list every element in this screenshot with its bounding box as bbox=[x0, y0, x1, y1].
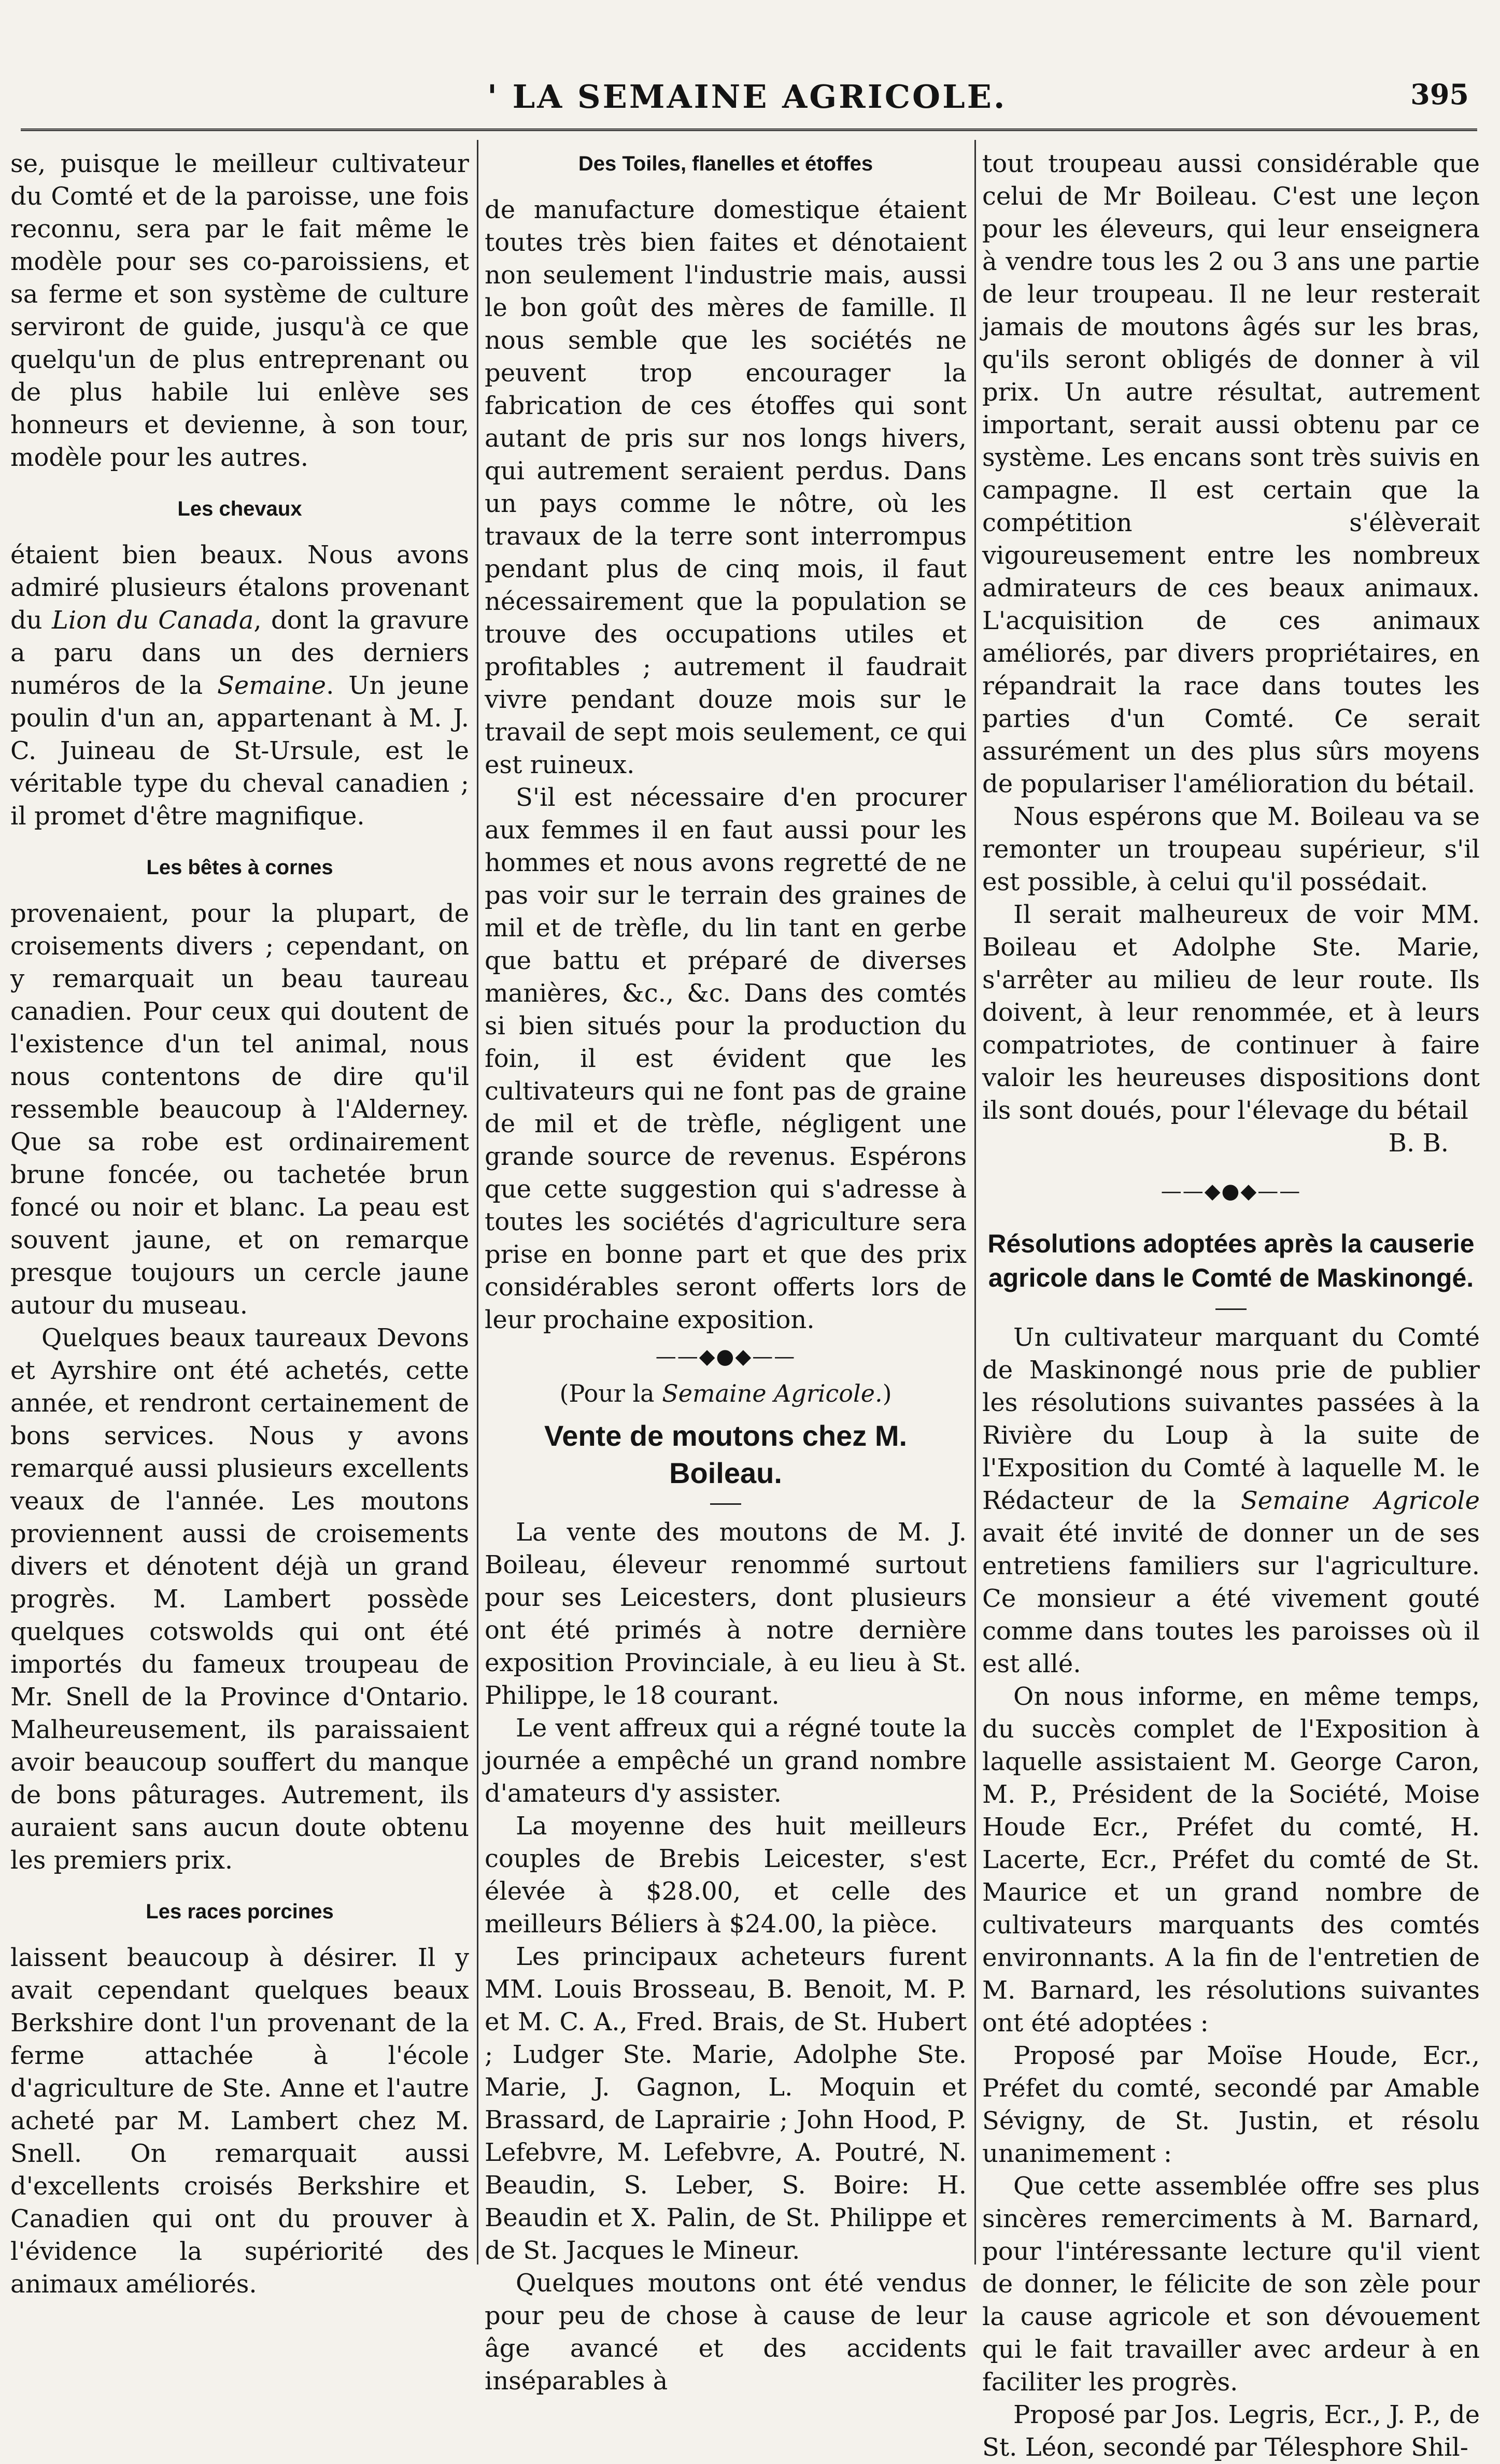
paragraph: Quelques moutons ont été vendus pour peu de chose à cause de leur âge avancé et des accidents inséparables à bbox=[485, 2269, 967, 2396]
short-rule bbox=[710, 1503, 741, 1505]
paragraph: Proposé par Jos. Legris, Ecr., J. P., de St. Léon, secondé par Télesphore Shil- bbox=[982, 2400, 1480, 2462]
article-title-vente-moutons: Vente de moutons chez M. Boileau. bbox=[544, 1419, 908, 1489]
paragraph: Un cultivateur marquant du Comté de Maskinongé nous prie de publier les résolutions suivantes passées à la Rivière du Loup à la suite de l'Exposition du Comté à laquelle M. le Rédacteur de la Semaine Agricole avait été invité de donner un de ses entretiens familiers sur l'agriculture. Ce monsieur a été vivement gouté comme dans toutes les paroisses où il est allé. bbox=[982, 1323, 1480, 1678]
paragraph: Les principaux acheteurs furent MM. Louis Brosseau, B. Benoit, M. P. et M. C. A., Fred. Brais, de St. Hubert ; Ludger Ste. Marie, Adolphe Ste. Marie, J. Gagnon, L. Moquin et Brassard, de Laprairie ; John Hood, P. Lefebvre, M. Lefebvre, A. Poutré, N. Beaudin, S. Leber, S. Boire: H. Beaudin et X. Palin, de St. Philippe et de St. Jacques le Mineur. bbox=[485, 1942, 967, 2265]
column-rule-1 bbox=[477, 140, 478, 2264]
paragraph: laissent beaucoup à désirer. Il y avait cependant quelques beaux Berkshire dont l'un provenant de la ferme attachée à l'école d'agriculture de Ste. Anne et l'autre acheté par M. Lambert chez M. Snell. On remarquait aussi d'excellents croisés Berkshire et Canadien qui ont du prouver à l'évidence la supériorité des animaux améliorés. bbox=[10, 1943, 469, 2299]
section-heading-chevaux: Les chevaux bbox=[177, 497, 302, 520]
paragraph: On nous informe, en même temps, du succès complet de l'Exposition à laquelle assistaient M. George Caron, M. P., Président de la Société, Moise Houde Ecr., Préfet du comté, H. Lacerte, Ecr., Préfet du comté de St. Maurice et un grand nombre de cultivateurs marquants des comtés environnants. A la fin de l'entretien de M. Barnard, les résolutions suivantes ont été adoptées : bbox=[982, 1682, 1480, 2038]
ornament-separator: ——◆●◆—— bbox=[1161, 1179, 1301, 1203]
header-rule bbox=[21, 129, 1477, 131]
paragraph: tout troupeau aussi considérable que celui de Mr Boileau. C'est une leçon pour les éleveurs, qui leur enseignera à vendre tous les 2 ou 3 ans une partie de leur troupeau. Il ne leur resterait jamais de moutons âgés sur les bras, qu'ils seront obligés de donner à vil prix. Un autre résultat, autrement important, serait aussi obtenu par ce système. Les encans sont très suivis en campagne. Il est certain que la compétition s'élèverait vigoureusement entre les nombreux admirateurs de ces beaux animaux. L'acquisition de ces animaux améliorés, par divers propriétaires, en répandrait la race dans toutes les parties d'un Comté. Ce serait assurément un des plus sûrs moyens de populariser l'amélioration du bétail. bbox=[982, 149, 1480, 799]
column-1 bbox=[10, 148, 470, 2299]
credit-line: (Pour la Semaine Agricole.) bbox=[559, 1379, 892, 1407]
paragraph: provenaient, pour la plupart, de croisements divers ; cependant, on y remarquait un beau taureau canadien. Pour ceux qui doutent de l'existence d'un tel animal, nous nous contentons de dire qu'il ressemble beaucoup à l'Alderney. Que sa robe est ordinairement brune foncée, ou tachetée brun foncé ou noir et blanc. La peau est souvent jaune, et on remarque presque toujours un cercle jaune autour du museau. bbox=[10, 899, 469, 1320]
paragraph: La moyenne des huit meilleurs couples de Brebis Leicester, s'est élevée à $28.00, et celle des meilleurs Béliers à $24.00, la pièce. bbox=[485, 1812, 967, 1939]
article-title-resolutions: Résolutions adoptées après la causerie agricole dans le Comté de Maskinongé. bbox=[987, 1229, 1475, 1292]
section-heading-toiles: Des Toiles, flanelles et étoffes bbox=[578, 152, 873, 175]
paragraph: Quelques beaux taureaux Devons et Ayrshire ont été achetés, cette année, et rendront certainement de bons services. Nous y avons remarqué aussi plusieurs excellents veaux de l'année. Les moutons proviennent aussi de croisements divers et dénotent déjà un grand progrès. M. Lambert possède quelques cotswolds qui ont été importés du fameux troupeau de Mr. Snell de la Province d'Ontario. Malheureusement, ils paraissaient avoir beaucoup souffert du manque de bons pâturages. Autrement, ils auraient sans aucun doute obtenu les premiers prix. bbox=[10, 1323, 469, 1875]
paragraph: Le vent affreux qui a régné toute la journée a empêché un grand nombre d'amateurs d'y assister. bbox=[485, 1714, 967, 1808]
section-heading-races-porcines: Les races porcines bbox=[146, 1900, 334, 1923]
paragraph: Il serait malheureux de voir MM. Boileau et Adolphe Ste. Marie, s'arrêter au milieu de leur route. Ils doivent, à leur renommée, et à leurs compatriotes, de continuer à faire valoir les heureuses dispositions dont ils sont doués, pour l'élevage du bétail bbox=[982, 900, 1480, 1125]
short-rule bbox=[1215, 1308, 1247, 1310]
paragraph: Proposé par Moïse Houde, Ecr., Préfet du comté, secondé par Amable Sévigny, de St. Justin, et résolu unanimement : bbox=[982, 2041, 1480, 2168]
paragraph: Que cette assemblée offre ses plus sincères remerciments à M. Barnard, pour l'intéressante lecture qu'il vient de donner, le félicite de son zèle pour la cause agricole et son dévouement qui le fait travailler avec ardeur à en faciliter les progrès. bbox=[982, 2172, 1480, 2397]
paragraph: La vente des moutons de M. J. Boileau, éleveur renommé surtout pour ses Leicesters, dont plusieurs ont été primés à notre dernière exposition Provinciale, à eu lieu à St. Philippe, le 18 courant. bbox=[485, 1518, 967, 1710]
signature: B. B. bbox=[1388, 1129, 1449, 1158]
running-head bbox=[0, 78, 1500, 124]
column-rule-2 bbox=[974, 140, 976, 2264]
paragraph: de manufacture domestique étaient toutes très bien faites et dénotaient non seulement l'industrie mais, aussi le bon goût des mères de famille. Il nous semble que les sociétés ne peuvent trop encourager la fabrication de ces étoffes qui sont autant de pris sur nos longs hivers, qui autrement seraient perdus. Dans un pays comme le nôtre, où les travaux de la terre sont interrompus pendant plus de cinq mois, il faut nécessairement que la population se trouve des occupations utiles et profitables ; autrement il faudrait vivre pendant douze mois sur le travail de sept mois seulement, ce qui est ruineux. bbox=[485, 195, 967, 779]
ornament-separator: ——◆●◆—— bbox=[655, 1345, 796, 1369]
column-3 bbox=[982, 148, 1480, 2462]
page-number: 395 bbox=[1410, 78, 1469, 111]
running-title: ' LA SEMAINE AGRICOLE. bbox=[487, 78, 1007, 116]
paragraph: se, puisque le meilleur cultivateur du Comté et de la paroisse, une fois reconnu, sera par le fait même le modèle pour ses co-paroissiens, et sa ferme et son système de culture serviront de guide, jusqu'à ce que quelqu'un de plus entreprenant ou de plus habile lui enlève ses honneurs et devienne, à son tour, modèle pour les autres. bbox=[10, 149, 469, 472]
paragraph: étaient bien beaux. Nous avons admiré plusieurs étalons provenant du Lion du Canada, dont la gravure a paru dans un des derniers numéros de la Semaine. Un jeune poulin d'un an, appartenant à M. J. C. Juineau de St-Ursule, est le véritable type du cheval canadien ; il promet d'être magnifique. bbox=[10, 540, 470, 831]
column-2 bbox=[485, 148, 967, 2396]
paragraph: S'il est nécessaire d'en procurer aux femmes il en faut aussi pour les hommes et nous avons regretté de ne pas voir sur le terrain des graines de mil et de trèfle, du lin tant en gerbe que battu et préparé de diverses manières, &c., &c. Dans des comtés si bien situés pour la production du foin, il est évident que les cultivateurs qui ne font pas de graine de mil et de trèfle, négligent une grande source de revenus. Espérons que cette suggestion qui s'adresse à toutes les sociétés d'agriculture sera prise en bonne part et que des prix considérables seront offerts lors de leur prochaine exposition. bbox=[485, 783, 967, 1334]
section-heading-betes-a-cornes: Les bêtes à cornes bbox=[146, 856, 333, 879]
paragraph: Nous espérons que M. Boileau va se remonter un troupeau supérieur, s'il est possible, à celui qu'il possédait. bbox=[982, 802, 1480, 896]
